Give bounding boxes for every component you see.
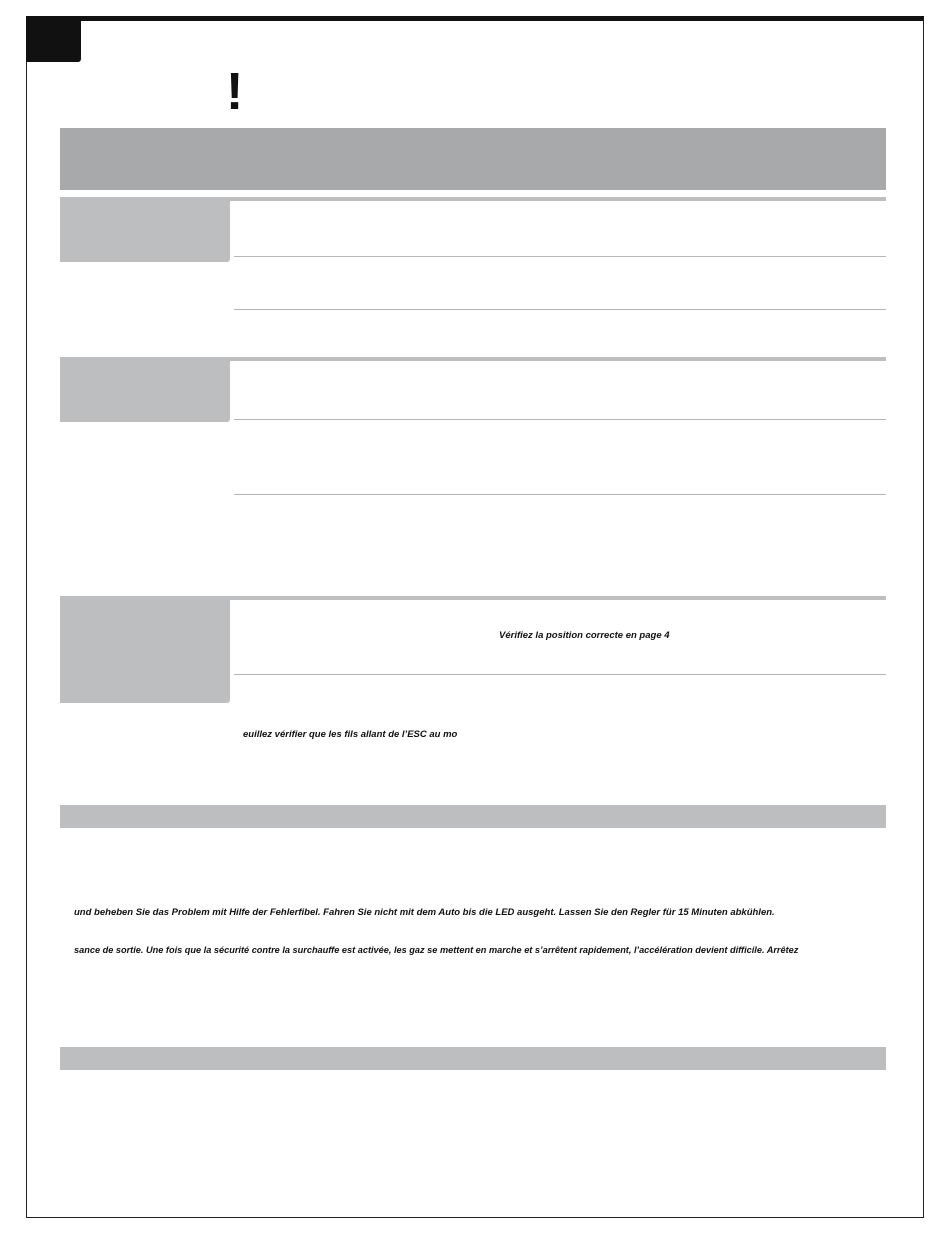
section1-german-line: und beheben Sie das Problem mit Hilfe der Fehlerfibel. Fahren Sie nicht mit dem Auto bis die LED ausgeht. Lassen Sie den Regler für 15 Minuten abkühlen. (74, 907, 775, 918)
row2-top-bar (230, 357, 886, 361)
row3-divider-1 (234, 674, 886, 675)
table-header-band (60, 128, 886, 190)
section2-band (60, 1047, 886, 1070)
row3-label-box (60, 596, 230, 703)
section1-band (60, 805, 886, 828)
row2-divider-1 (234, 419, 886, 420)
row3-fragment-text: euillez vérifier que les fils allant de l’ESC au mo (243, 729, 458, 740)
warning-exclamation-icon: ! (226, 63, 244, 121)
row3-note-text: Vérifiez la position correcte en page 4 (499, 630, 670, 641)
row2-divider-2 (234, 494, 886, 495)
section1-french-line: sance de sortie. Une fois que la sécurité contre la surchauffe est activée, les gaz se mettent en marche et s’arrêtent rapidement, l’accélération devient difficile. Arrêtez (74, 945, 799, 955)
row1-divider-2 (234, 309, 886, 310)
page-number-tab (26, 16, 81, 62)
row2-label-box (60, 357, 230, 422)
row1-label-box (60, 197, 230, 262)
row3-top-bar (230, 596, 886, 600)
row1-top-bar (230, 197, 886, 201)
row1-divider-1 (234, 256, 886, 257)
